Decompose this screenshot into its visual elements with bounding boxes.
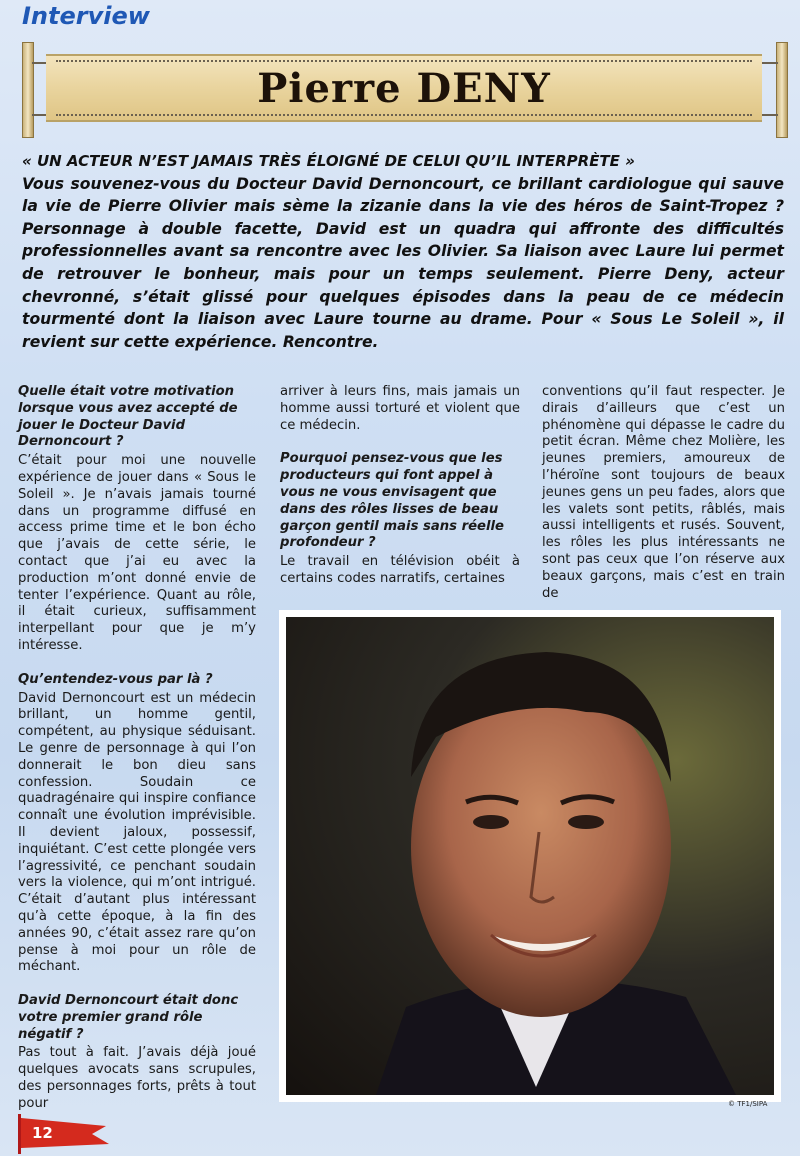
banner-post-left [22,42,34,138]
question-heading: Qu’entendez-vous par là ? [18,671,213,687]
portrait-illustration [286,617,774,1095]
article-column-3 [542,384,785,602]
banner-post-right [776,42,788,138]
portrait-photo-frame [279,610,781,1102]
photo-credit: © TF1/SIPA [728,1100,768,1108]
page-flag-icon [14,1114,114,1154]
question-heading: Pourquoi pensez-vous que les producteurs qui font appel à vous ne vous envisagent que dans des rôles lisses de beau garçon gentil mais sans réelle profondeur ? [280,451,504,551]
intro-text: Vous souvenez-vous du Docteur David Dernoncourt, ce brillant cardiologue qui sauve la vie de Pierre Olivier mais sème la zizanie dans la vie des héros de Saint-Tropez ? Personnage à double facette, David est un quadra qui affronte des difficultés professionnelles avant sa rencontre avec les Olivier. Sa liaison avec Laure lui permet de retrouver le bonheur, mais pour un temps seulement. Pierre Deny, acteur chevronné, s’était glissé pour quelques épisodes dans la peau de ce médecin tourmenté dont la liaison avec Laure tourne au drame. Pour « Sous Le Soleil », il revient sur cette expérience. Rencontre. [22,174,784,351]
section-label: Interview [22,2,150,30]
question-heading: David Dernoncourt était donc votre premier grand rôle négatif ? [18,993,239,1042]
page-number: 12 [32,1124,53,1142]
answer-paragraph: David Dernoncourt est un médecin brillant, un homme gentil, compétent, au physique séduisant. Le genre de personnage à qui l’on donnerait le bon dieu sans confession. Soudain ce quadragénaire qui inspire confiance connaît une évolution imprévisible. Il devient jaloux, possessif, inquiétant. C’est cette plongée vers l’agressivité, ce penchant soudain vers la violence, qui m’ont intrigué. C’était d’autant plus intéressant qu’à cette époque, à la fin des années 90, c’était assez rare qu’on pense à moi pour un rôle de méchant. [18,690,256,975]
title-banner [20,42,790,138]
intro-block [22,150,784,353]
portrait-photo [286,617,774,1095]
answer-paragraph: Le travail en télévision obéit à certains codes narratifs, certaines [280,554,520,586]
question-heading: Quelle était votre motivation lorsque vous avez accepté de jouer le Docteur David Dernoncourt ? [18,384,238,450]
answer-paragraph: Pas tout à fait. J’avais déjà joué quelques avocats sans scrupules, des personnages forts, prêts à tout pour [18,1045,256,1111]
pull-quote: « UN ACTEUR N’EST JAMAIS TRÈS ÉLOIGNÉ DE CELUI QU’IL INTERPRÈTE » [22,152,635,170]
interviewee-name: Pierre DENY [257,64,551,112]
banner-cloth [46,54,762,122]
answer-paragraph: arriver à leurs fins, mais jamais un homme aussi torturé et violent que ce médecin. [280,384,520,433]
article-column-2 [280,384,520,588]
answer-paragraph: conventions qu’il faut respecter. Je dirais d’ailleurs que c’est un phénomène qui dépasse le cadre du petit écran. Même chez Molière, les jeunes premiers, amoureux de l’héroïne sont toujours de beaux jeunes gens un peu fades, alors que les valets sont petits, râblés, mais aussi intelligents et rusés. Souvent, les rôles les plus intéressants ne sont pas ceux que l’on réserve aux beaux garçons, mais c’est en train de [542,384,785,601]
answer-paragraph: C’était pour moi une nouvelle expérience de jouer dans « Sous le Soleil ». Je n’avais jamais tourné dans un programme diffusé en access prime time et le bon écho que j’avais de cette série, le contact que j’ai eu avec la production m’ont donné envie de tenter l’expérience. Quant au rôle, il était curieux, suffisamment interpellant pour que je m’y intéresse. [18,453,256,653]
article-column-1 [18,384,256,1113]
